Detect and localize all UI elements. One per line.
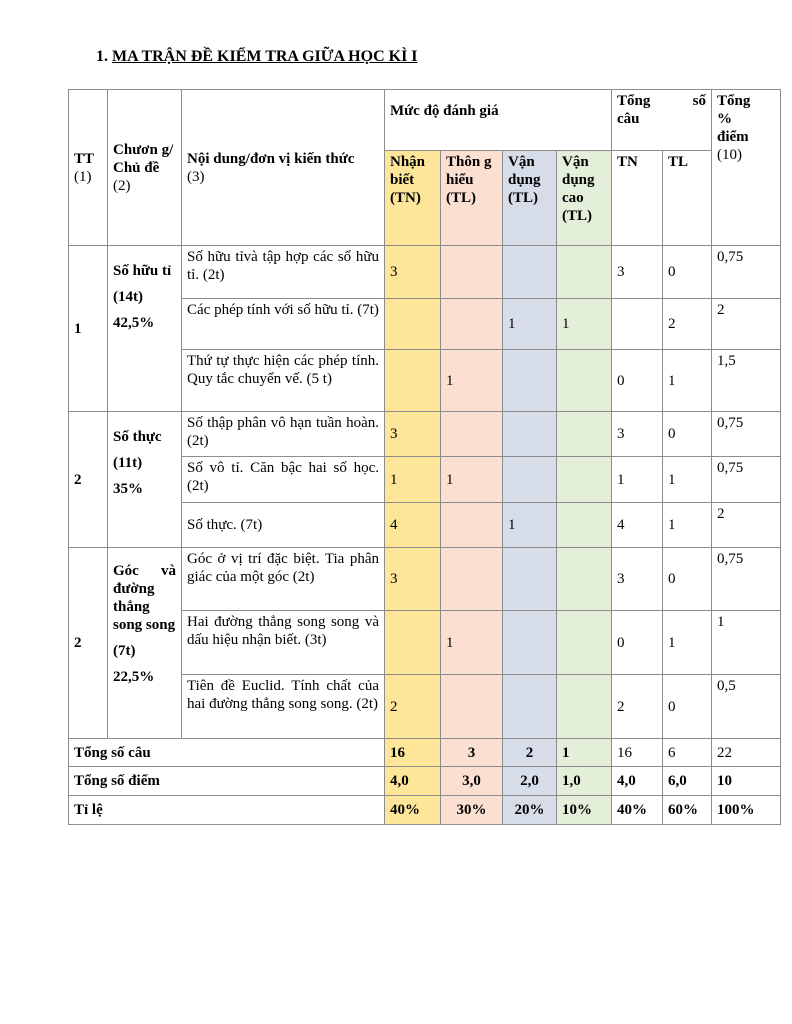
chapter-tt: 2 [69,412,108,548]
total-label: Tổng số câu [69,739,385,767]
row-content: Số hữu tỉvà tập hợp các số hữu tỉ. (2t) [182,246,385,299]
row-content: Thứ tự thực hiện các phép tính. Quy tắc chuyển vế. (5 t) [182,350,385,412]
total-row: Tổng số câu 16 3 2 1 16 6 22 [69,739,781,767]
table-row: 2 Góc và đường thẳng song song (7t) 22,5% Góc ở vị trí đặc biệt. Tia phân giác của một góc (2t) 3 3 0 0,75 [69,548,781,611]
header-tongcau: Tổng số câu [612,90,712,151]
total-row: Tỉ lệ 40% 30% 20% 10% 40% 60% 100% [69,796,781,825]
total-row: Tổng số điểm 4,0 3,0 2,0 1,0 4,0 6,0 10 [69,767,781,796]
title-number: 1. [96,48,108,65]
header-tt: TT (1) [69,90,108,246]
table-row: Số thực. (7t) 4 1 4 1 2 [69,503,781,548]
header-tn: TN [612,151,663,246]
chapter-cell: Số thực (11t) 35% [108,412,182,548]
total-label: Tổng số điểm [69,767,385,796]
header-tongdiem: Tổng % điểm (10) [712,90,781,246]
chapter-cell: Số hữu tỉ (14t) 42,5% [108,246,182,412]
header-mucdo: Mức độ đánh giá [385,90,612,151]
header-van-dung-cao: Vận dụng cao (TL) [557,151,612,246]
table-row: Các phép tính với số hữu tỉ. (7t) 1 1 2 2 [69,299,781,350]
chapter-tt: 1 [69,246,108,412]
row-content: Số thập phân vô hạn tuần hoàn. (2t) [182,412,385,457]
table-row: Số vô tỉ. Căn bậc hai số học. (2t) 1 1 1 1 0,75 [69,457,781,503]
header-chuong: Chươn g/ Chủ đề (2) [108,90,182,246]
row-content: Số thực. (7t) [182,503,385,548]
header-row-1 [69,90,781,151]
page-title [96,48,418,66]
table-row: Tiên đề Euclid. Tính chất của hai đường thẳng song song. (2t) 2 2 0 0,5 [69,675,781,739]
row-content: Góc ở vị trí đặc biệt. Tia phân giác của một góc (2t) [182,548,385,611]
title-text: MA TRẬN ĐỀ KIỂM TRA GIỮA HỌC KÌ I [112,48,418,65]
table-row: 2 Số thực (11t) 35% Số thập phân vô hạn tuần hoàn. (2t) 3 3 0 0,75 [69,412,781,457]
row-content: Các phép tính với số hữu tỉ. (7t) [182,299,385,350]
chapter-tt: 2 [69,548,108,739]
row-content: Số vô tỉ. Căn bậc hai số học. (2t) [182,457,385,503]
table-row: 1 Số hữu tỉ (14t) 42,5% Số hữu tỉvà tập hợp các số hữu tỉ. (2t) 3 3 0 0,75 [69,246,781,299]
header-noidung: Nội dung/đơn vị kiến thức (3) [182,90,385,246]
total-label: Tỉ lệ [69,796,385,825]
table-row: Hai đường thẳng song song và dấu hiệu nhận biết. (3t) 1 0 1 1 [69,611,781,675]
header-van-dung: Vận dụng (TL) [503,151,557,246]
table-row: Thứ tự thực hiện các phép tính. Quy tắc chuyển vế. (5 t) 1 0 1 1,5 [69,350,781,412]
chapter-cell: Góc và đường thẳng song song (7t) 22,5% [108,548,182,739]
row-content: Tiên đề Euclid. Tính chất của hai đường thẳng song song. (2t) [182,675,385,739]
header-thong-hieu: Thôn g hiểu (TL) [441,151,503,246]
header-tl: TL [663,151,712,246]
row-content: Hai đường thẳng song song và dấu hiệu nhận biết. (3t) [182,611,385,675]
assessment-matrix-table [68,89,781,825]
header-nhan-biet: Nhận biết (TN) [385,151,441,246]
